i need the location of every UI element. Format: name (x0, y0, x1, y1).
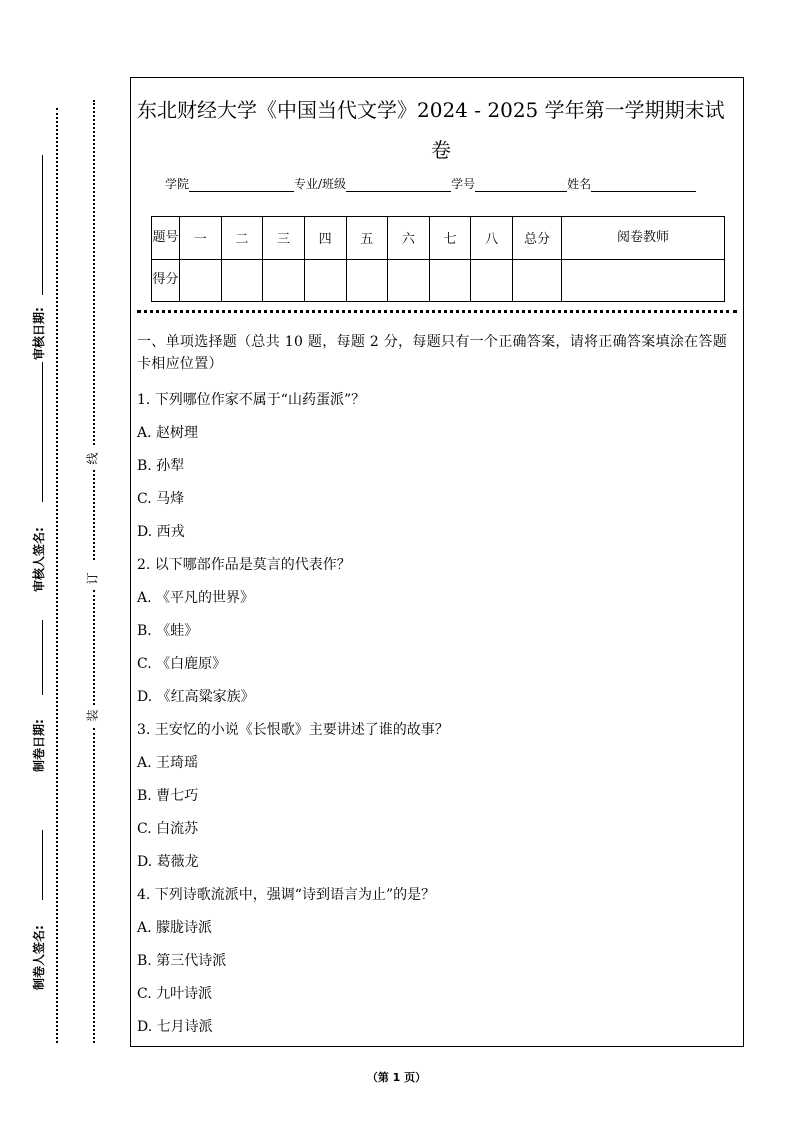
question-3 (137, 714, 737, 879)
college-field[interactable] (189, 179, 294, 192)
score-cell-3[interactable] (263, 259, 305, 302)
score-col-grader: 阅卷教师 (562, 217, 725, 260)
score-cell-grader[interactable] (562, 259, 725, 302)
score-row-header: 得分 (152, 259, 180, 302)
score-cell-6[interactable] (388, 259, 430, 302)
major-field[interactable] (346, 179, 451, 192)
question-stem: 1. 下列哪位作家不属于“山药蛋派”？ (137, 392, 366, 408)
score-cell-4[interactable] (304, 259, 346, 302)
maker-sign-label: 制卷人签名: (32, 925, 46, 990)
question-4 (137, 879, 737, 1044)
review-date-label: 审核日期: (32, 307, 46, 360)
option-c[interactable]: C. 九叶诗派 (137, 986, 213, 1002)
major-label: 专业/班级 (294, 177, 347, 191)
option-d[interactable]: D. 《红高粱家族》 (137, 689, 255, 705)
score-col-8: 八 (471, 217, 513, 260)
binding-dotted-line-bottom (93, 728, 95, 1043)
question-stem: 2. 以下哪部作品是莫言的代表作？ (137, 557, 351, 573)
exam-title-line1: 东北财经大学《中国当代文学》2024 - 2025 学年第一学期期末试 (137, 98, 725, 122)
reviewer-sign-label: 审核人签名: (32, 527, 46, 592)
college-label: 学院 (165, 177, 190, 191)
option-a[interactable]: A. 赵树理 (137, 425, 199, 441)
page-footer: （第 1 页） (366, 1071, 427, 1084)
name-label: 姓名 (567, 177, 592, 191)
option-b[interactable]: B. 《蛙》 (137, 623, 199, 639)
option-b[interactable]: B. 孙犁 (137, 458, 185, 474)
question-number-header: 题号 (152, 217, 180, 260)
binding-dotted-line-top (93, 100, 95, 445)
score-col-1: 一 (180, 217, 222, 260)
binding-line-char: 线 (85, 452, 100, 465)
option-a[interactable]: A. 王琦瑶 (137, 755, 199, 771)
option-b[interactable]: B. 曹七巧 (137, 788, 199, 804)
binding-ding-char: 订 (85, 572, 100, 585)
exam-title (131, 90, 745, 170)
option-a[interactable]: A. 朦胧诗派 (137, 920, 213, 936)
score-col-2: 二 (221, 217, 263, 260)
option-d[interactable]: D. 七月诗派 (137, 1019, 213, 1035)
question-2 (137, 549, 737, 714)
score-col-7: 七 (429, 217, 471, 260)
exam-title-line2: 卷 (431, 138, 451, 162)
score-cell-7[interactable] (429, 259, 471, 302)
option-c[interactable]: C. 马烽 (137, 491, 185, 507)
section1-instruction: 一、单项选择题（总共 10 题，每题 2 分，每题只有一个正确答案，请将正确答案填涂在答题卡相应位置） (137, 334, 728, 372)
score-col-6: 六 (388, 217, 430, 260)
student-id-field[interactable] (475, 179, 567, 192)
option-d[interactable]: D. 葛薇龙 (137, 854, 199, 870)
score-cell-8[interactable] (471, 259, 513, 302)
section-divider (137, 310, 737, 313)
question-stem: 3. 王安忆的小说《长恨歌》主要讲述了谁的故事？ (137, 722, 449, 738)
student-id-label: 学号 (451, 177, 476, 191)
score-cell-2[interactable] (221, 259, 263, 302)
review-date-line (42, 155, 43, 295)
score-table-score-row (152, 259, 725, 302)
score-table-header-row (152, 217, 725, 260)
option-c[interactable]: C. 白流苏 (137, 821, 199, 837)
maker-sign-line (42, 830, 43, 900)
score-col-5: 五 (346, 217, 388, 260)
option-c[interactable]: C. 《白鹿原》 (137, 656, 227, 672)
make-date-label: 制卷日期: (32, 719, 46, 772)
binding-zhuang-char: 装 (85, 709, 100, 722)
score-col-total: 总分 (513, 217, 562, 260)
binding-dotted-line-mid1 (93, 470, 95, 560)
student-info-row (165, 175, 696, 192)
name-field[interactable] (591, 179, 696, 192)
option-d[interactable]: D. 西戎 (137, 524, 185, 540)
question-stem: 4. 下列诗歌流派中，强调“诗到语言为止”的是？ (137, 887, 436, 903)
exam-frame (130, 77, 744, 1047)
binding-dotted-line-outer (56, 108, 58, 1043)
score-cell-1[interactable] (180, 259, 222, 302)
exam-content (137, 331, 737, 1044)
score-cell-total[interactable] (513, 259, 562, 302)
reviewer-sign-line (42, 362, 43, 502)
score-cell-5[interactable] (346, 259, 388, 302)
binding-dotted-line-mid2 (93, 590, 95, 705)
option-b[interactable]: B. 第三代诗派 (137, 953, 227, 969)
score-col-4: 四 (304, 217, 346, 260)
option-a[interactable]: A. 《平凡的世界》 (137, 590, 255, 606)
score-table (151, 216, 725, 302)
question-1 (137, 384, 737, 549)
make-date-line (42, 620, 43, 695)
score-col-3: 三 (263, 217, 305, 260)
